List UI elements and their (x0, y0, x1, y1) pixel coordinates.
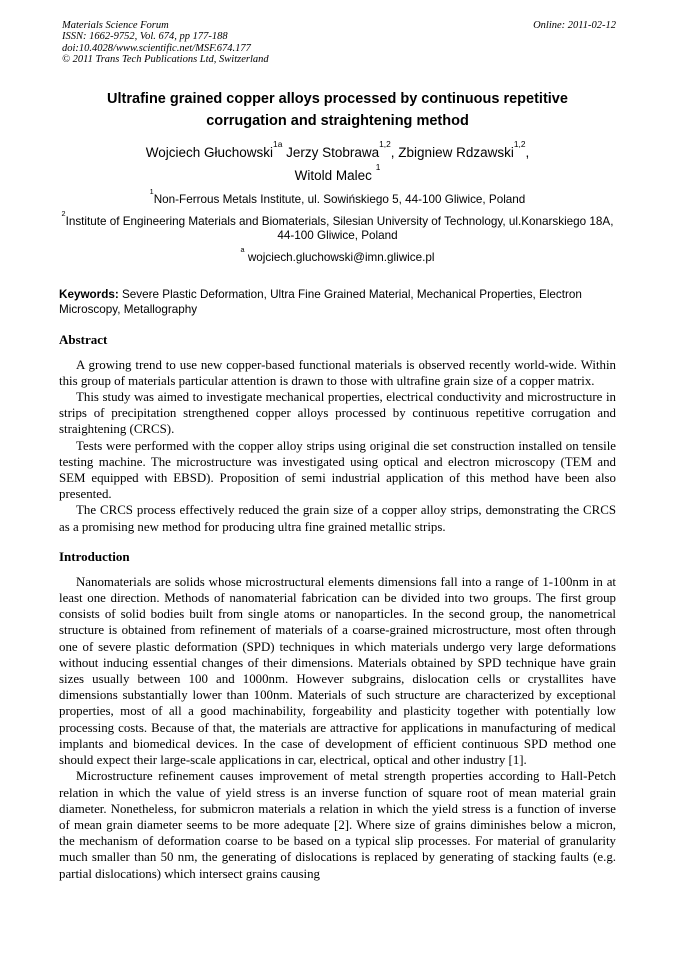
abstract-paragraph: A growing trend to use new copper-based functional materials is observed recently world-wide. Within this group of materials particular attention is drawn to those with ultrafine grain size of a copper matrix. (59, 357, 616, 388)
online-date: Online: 2011-02-12 (533, 20, 616, 31)
author-name: Wojciech Głuchowski (145, 144, 274, 160)
keywords-label: Keywords: (59, 287, 119, 301)
doi-line: doi:10.4028/www.scientific.net/MSF.674.177 (62, 42, 251, 54)
author-name: Jerzy Stobrawa (282, 144, 380, 160)
keywords-block (59, 287, 616, 318)
abstract-paragraph: The CRCS process effectively reduced the grain size of a copper alloy strips, demonstrating the CRCS as a promising new method for producing ultra fine grained metallic strips. (59, 503, 616, 534)
journal-name: Materials Science Forum (62, 20, 169, 31)
abstract-paragraph: Tests were performed with the copper alloy strips using original die set construction installed on tensile testing machine. The microstructure was investigated using optical and electron microscopy (TEM and SEM equipped with EBSD). Proposition of semi industrial application of this method have been also presented. (59, 438, 616, 502)
introduction-heading: Introduction (59, 548, 130, 564)
introduction-paragraph: Microstructure refinement causes improvement of metal strength properties according to Hall-Petch relation in which the value of yield stress is an inverse function of square root of mean material grain diameter. Nonetheless, for submicron materials a relation in which the yield stress is a function of inverse of mean grain diameter seems to be more adequate [2]. Where size of grains diminishes below a micron, the mechanism of deformation coarse to be based on a typical slip processes. For material of granularity much smaller than 50 nm, the generating of dislocations is replaced by generating of stacking faults (e.g. partial dislocations) which intersect grains causing (59, 769, 616, 881)
affiliation-text: Institute of Engineering Materials and Biomaterials, Silesian University of Technology, ul.Konarskiego 18A, 44-100 Gliwice, Poland (65, 214, 614, 242)
affil-marker: 2 (61, 209, 66, 219)
paper-title: Ultrafine grained copper alloys processed by continuous repetitive corrugation and straightening method (107, 90, 568, 129)
author-separator: , (525, 144, 530, 160)
affil-marker: 1 (149, 187, 154, 197)
authors-line-1 (59, 141, 616, 164)
authors-line-2 (59, 164, 616, 187)
author-affil-marker: 1 (375, 162, 381, 173)
author-affil-marker: 1,2 (513, 139, 526, 150)
author-name: Zbigniew Rdzawski (398, 144, 514, 160)
author-separator: , (390, 144, 399, 160)
introduction-paragraph: Nanomaterials are solids whose microstructural elements dimensions fall into a range of 1-100nm in at least one direction. Methods of nanomaterial fabrication can be divided into two groups. The first group consists of solid bodies built from single atoms or nanoparticles. In the second group, the nanometrical structure is obtained from refinement of materials of a coarse-grained microstructure, most often through one of severe plastic deformation (SPD) techniques in which materials undergo very large deformations without inducing essential changes of their dimensions. Materials obtained by SPD technique have grain sizes usually between 100 and 1000nm. However subgrains, dislocation cells or crystallites have dimensions substantially lower than 100nm. Materials of such structure are characterized by exceptional properties, most of all a good machinability, forgeability and plasticity together with potentially low processing costs. Because of that, the materials are attractive for applications in manufacturing of medical implants and biomedical devices. In the case of development of efficient continuous SPD method one should expect their large-scale applications in car, electrical, optical and other industry [1]. (59, 574, 616, 768)
authors-block (59, 141, 616, 187)
keywords-text: Severe Plastic Deformation, Ultra Fine Grained Material, Mechanical Properties, Electron Microscopy, Metallography (59, 287, 582, 317)
abstract-paragraph: This study was aimed to investigate mechanical properties, electrical conductivity and microstructure in strips of precipitation strengthened copper alloys processed by continuous repetitive corrugation and straightening (CRCS). (59, 390, 616, 437)
journal-info (62, 20, 269, 66)
author-affil-marker: 1a (273, 139, 283, 150)
journal-header (62, 20, 616, 66)
email-marker: a (240, 245, 245, 255)
copyright-line: © 2011 Trans Tech Publications Ltd, Switzerland (62, 54, 269, 66)
affiliations-block (59, 187, 616, 265)
issn-line: ISSN: 1662-9752, Vol. 674, pp 177-188 (62, 31, 228, 43)
author-name: Witold Malec (294, 167, 376, 183)
email-text: wojciech.gluchowski@imn.gliwice.pl (244, 250, 435, 264)
affiliation-2 (59, 209, 616, 243)
author-affil-marker: 1,2 (379, 139, 391, 150)
affiliation-text: Non-Ferrous Metals Institute, ul. Sowińskiego 5, 44-100 Gliwice, Poland (153, 192, 526, 206)
abstract-heading: Abstract (59, 331, 108, 347)
affiliation-1 (59, 187, 616, 207)
author-email (59, 245, 616, 265)
